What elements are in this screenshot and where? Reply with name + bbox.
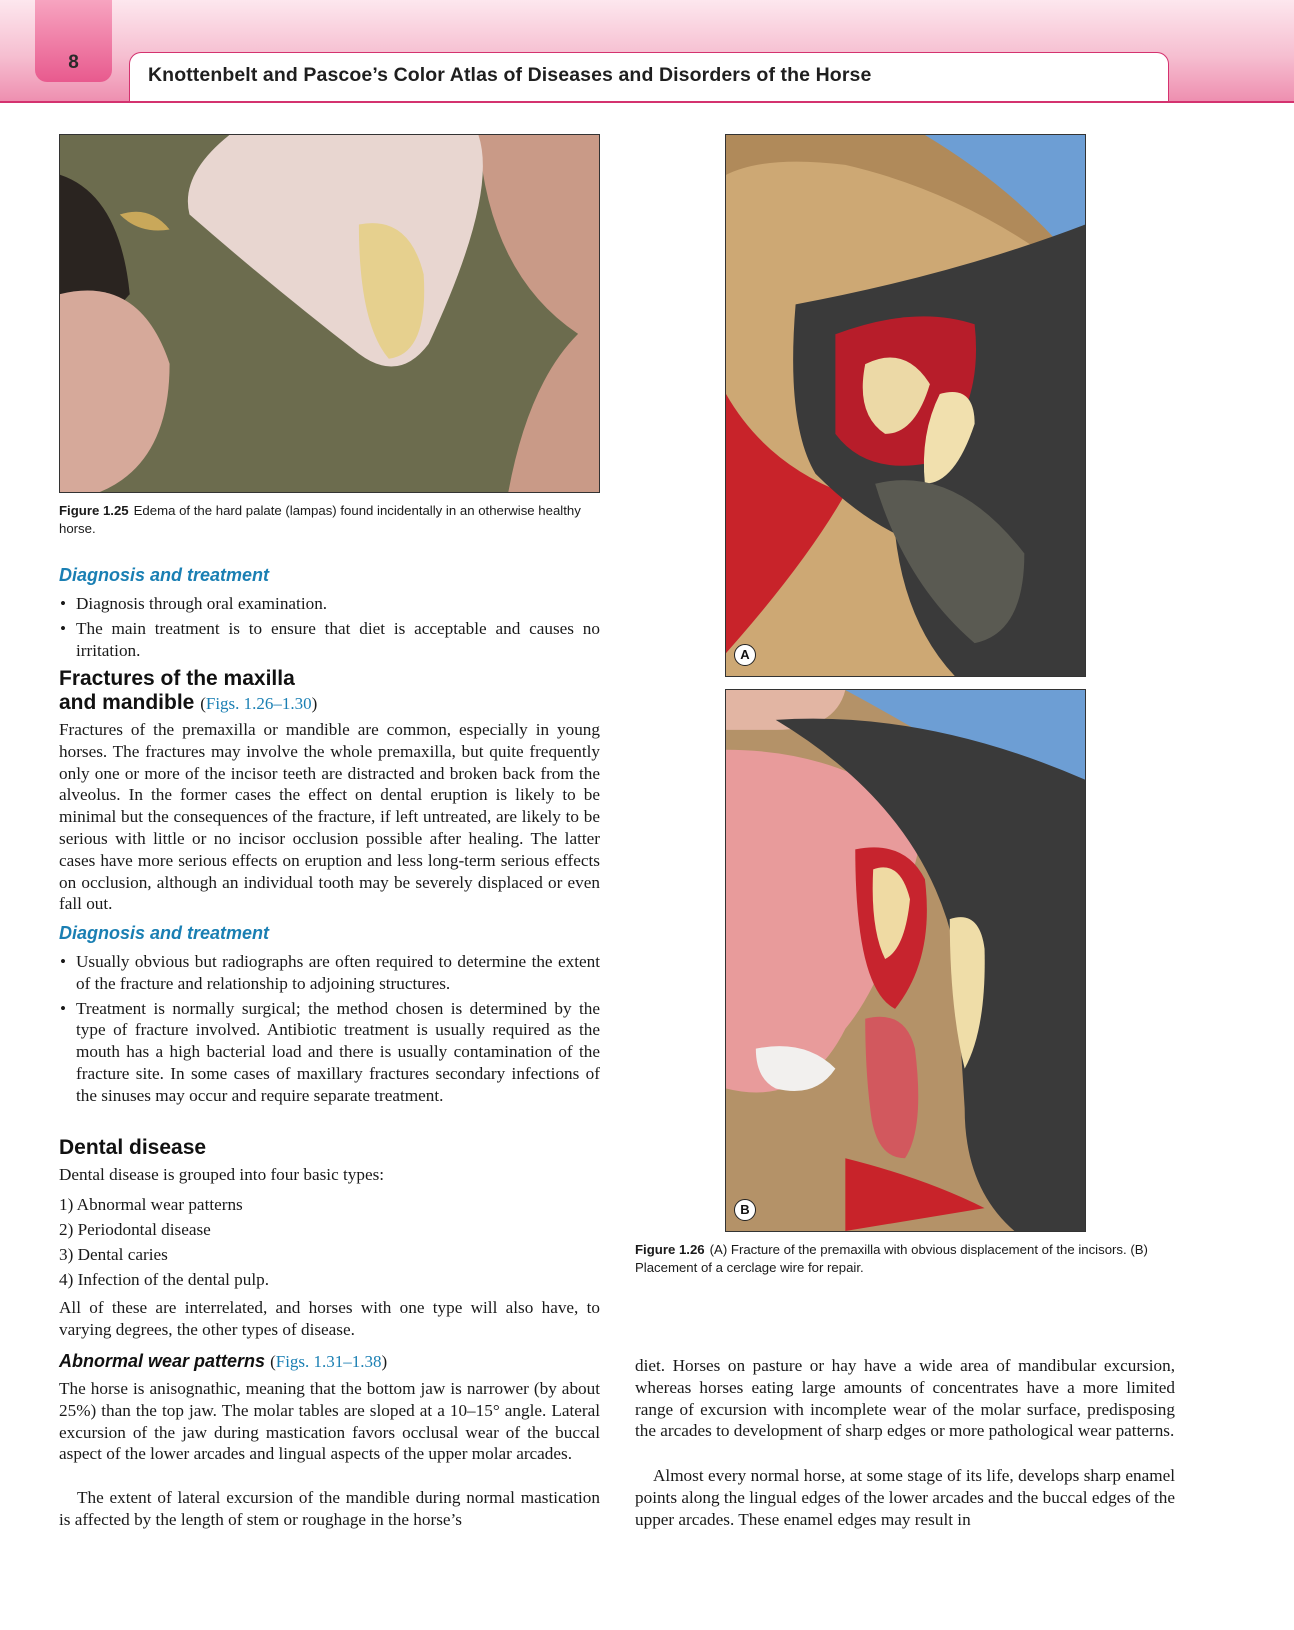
page-number: 8	[68, 52, 79, 73]
figure-1-26a-photo	[725, 134, 1086, 677]
figure-1-26-caption	[635, 1241, 1155, 1277]
list-item: 3) Dental caries	[59, 1245, 168, 1264]
book-title: Knottenbelt and Pascoe’s Color Atlas of Diseases and Disorders of the Horse	[148, 64, 872, 86]
fractures-dx-list	[59, 951, 600, 1110]
dental-intro: Dental disease is grouped into four basic types:	[59, 1165, 385, 1184]
heading-abnormal-wear	[59, 1351, 387, 1372]
ref-paren-close: )	[311, 694, 318, 713]
heading-fractures-line1: Fractures of the maxilla	[59, 667, 295, 690]
ref-paren-open: (	[200, 694, 206, 713]
figure-reference	[270, 1352, 387, 1371]
heading-fractures	[59, 667, 317, 716]
list-item: 1) Abnormal wear patterns	[59, 1195, 243, 1214]
heading-dental-disease: Dental disease	[59, 1136, 207, 1159]
figure-reference-link: Figs. 1.26–1.30	[205, 694, 312, 713]
heading-fractures-line2-wrap	[59, 691, 317, 716]
ref-paren-close: )	[381, 1352, 388, 1371]
wear-paragraph-3: diet. Horses on pasture or hay have a wide area of mandibular excursion, whereas horses eating large amounts of concentrates have a more limited range of excursion with incomplete wear of the molar surface, predisposing the arcades to development of sharp edges or more pathological wear patterns.	[635, 1356, 1175, 1441]
list-item: 2) Periodontal disease	[59, 1220, 211, 1239]
lampas-dx-list	[59, 593, 600, 664]
ref-paren-open: (	[270, 1352, 276, 1371]
figure-1-25-photo	[59, 134, 600, 493]
subheading-diagnosis-treatment: Diagnosis and treatment	[59, 923, 270, 943]
list-item: • Treatment is normally surgical; the method chosen is determined by the type of fracture involved. Antibiotic treatment is usually required as the mouth has a high bacterial load and there is usually contamination of the fracture site. In some cases of maxillary fractures secondary infections of the sinuses may occur and require separate treatment.	[59, 998, 600, 1107]
fractures-paragraph: Fractures of the premaxilla or mandible are common, especially in young horses. The fractures may involve the whole premaxilla, but quite frequently only one or more of the incisor teeth are distracted and broken back from the alveolus. In the former cases the effect on dental eruption is likely to be minimal but the consequences of the fracture, if left untreated, are likely to be serious with little or no incisor occlusion possible after healing. The latter cases have more serious effects on eruption and less long-term serious effects on occlusion, although an individual tooth may be severely displaced or even fall out.	[59, 720, 600, 914]
caption-text: Edema of the hard palate (lampas) found incidentally in an otherwise healthy horse.	[59, 503, 581, 536]
figure-reference-link: Figs. 1.31–1.38	[275, 1352, 382, 1371]
caption-text: (A) Fracture of the premaxilla with obvious displacement of the incisors. (B) Placement of a cerclage wire for repair.	[635, 1242, 1148, 1275]
heading-abnormal-wear-text: Abnormal wear patterns	[59, 1351, 266, 1371]
list-item: 4) Infection of the dental pulp.	[59, 1270, 270, 1289]
figure-1-26b-photo	[725, 689, 1086, 1232]
figure-1-25-caption	[59, 502, 604, 538]
subheading-diagnosis-treatment: Diagnosis and treatment	[59, 565, 270, 585]
wear-paragraph-4: Almost every normal horse, at some stage of its life, develops sharp enamel points along the lingual edges of the lower arcades and the buccal edges of the upper arcades. These enamel edges may result in	[635, 1466, 1175, 1529]
list-item: • Usually obvious but radiographs are often required to determine the extent of the fracture and relationship to adjoining structures.	[59, 951, 600, 995]
list-item: • The main treatment is to ensure that diet is acceptable and causes no irritation.	[59, 618, 600, 662]
figure-number: Figure 1.25	[59, 503, 129, 518]
figure-reference	[200, 694, 317, 713]
list-item: • Diagnosis through oral examination.	[59, 593, 600, 615]
dental-summary: All of these are interrelated, and horses with one type will also have, to varying degrees, the other types of disease.	[59, 1298, 600, 1339]
figure-number: Figure 1.26	[635, 1242, 705, 1257]
dental-types-list	[59, 1192, 269, 1292]
panel-label-a: A	[734, 644, 756, 666]
wear-paragraph-1: The horse is anisognathic, meaning that the bottom jaw is narrower (by about 25%) than the top jaw. The molar tables are sloped at a 10–15° angle. Lateral excursion of the jaw during mastication favors occlusal wear of the buccal aspect of the lower arcades and lingual aspects of the upper molar arcades.	[59, 1379, 600, 1464]
panel-label-b: B	[734, 1199, 756, 1221]
wear-paragraph-2: The extent of lateral excursion of the mandible during normal mastication is affected by the length of stem or roughage in the horse’s	[59, 1488, 600, 1529]
heading-fractures-line2: and mandible	[59, 691, 195, 714]
